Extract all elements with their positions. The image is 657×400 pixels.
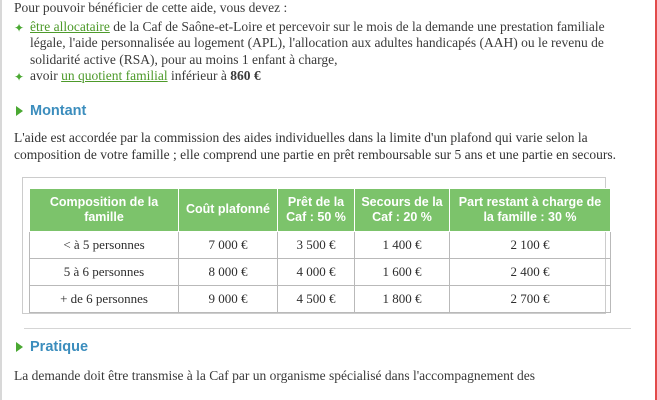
leaf-bullet-icon: ✦ bbox=[14, 20, 25, 35]
table-header-pret: Prêt de la Caf : 50 % bbox=[278, 188, 355, 231]
cell-part-restante: 2 700 € bbox=[450, 285, 611, 312]
aides-table-wrapper bbox=[22, 177, 606, 314]
aides-table bbox=[29, 188, 611, 313]
table-header-secours: Secours de la Caf : 20 % bbox=[355, 188, 450, 231]
triangle-bullet-icon bbox=[16, 106, 23, 116]
cell-part-restante: 2 100 € bbox=[450, 231, 611, 258]
eligibility-bullet-1 bbox=[14, 19, 641, 69]
table-row bbox=[30, 285, 611, 312]
document-content bbox=[2, 0, 655, 384]
cell-cout: 8 000 € bbox=[179, 258, 278, 285]
cell-composition: < à 5 personnes bbox=[30, 231, 179, 258]
cell-composition: 5 à 6 personnes bbox=[30, 258, 179, 285]
table-header-composition: Composition de la famille bbox=[30, 188, 179, 231]
table-header-row bbox=[30, 188, 611, 231]
cell-pret: 4 000 € bbox=[278, 258, 355, 285]
intro-paragraph: Pour pouvoir bénéficier de cette aide, vous devez : bbox=[14, 0, 288, 15]
montant-paragraph: L'aide est accordée par la commission des aides individuelles dans la limite d'un plafond qui varie selon la composition de votre famille ; elle comprend une partie en prêt remboursable sur 5 ans et une partie en secours. bbox=[14, 129, 617, 162]
table-header-part-restante: Part restant à charge de la famille : 30 % bbox=[450, 188, 611, 231]
quotient-mid: inférieur à bbox=[167, 68, 231, 83]
cell-pret: 4 500 € bbox=[278, 285, 355, 312]
section-title-montant bbox=[14, 103, 641, 119]
quotient-familial-link[interactable]: un quotient familial bbox=[61, 68, 168, 83]
cell-secours: 1 400 € bbox=[355, 231, 450, 258]
cell-secours: 1 600 € bbox=[355, 258, 450, 285]
cell-part-restante: 2 400 € bbox=[450, 258, 611, 285]
eligibility-bullet-2 bbox=[14, 68, 641, 85]
section-divider bbox=[24, 328, 631, 329]
section-title-pratique-label: Pratique bbox=[30, 338, 89, 355]
cell-cout: 7 000 € bbox=[179, 231, 278, 258]
allocataire-link[interactable]: être allocataire bbox=[30, 18, 110, 34]
table-header-cout: Coût plafonné bbox=[179, 188, 278, 231]
table-row bbox=[30, 258, 611, 285]
triangle-bullet-icon bbox=[16, 342, 23, 352]
cell-composition: + de 6 personnes bbox=[30, 285, 179, 312]
pratique-paragraph: La demande doit être transmise à la Caf par un organisme spécialisé dans l'accompagnement des bbox=[14, 368, 535, 383]
quotient-prefix: avoir bbox=[30, 68, 62, 83]
table-row bbox=[30, 231, 611, 258]
section-title-montant-label: Montant bbox=[30, 102, 87, 119]
cell-secours: 1 800 € bbox=[355, 285, 450, 312]
leaf-bullet-icon: ✦ bbox=[14, 70, 25, 84]
quotient-amount: 860 € bbox=[230, 68, 261, 83]
cell-pret: 3 500 € bbox=[278, 231, 355, 258]
cell-cout: 9 000 € bbox=[179, 285, 278, 312]
section-title-pratique bbox=[14, 339, 641, 355]
eligibility-bullet-1-text: de la Caf de Saône-et-Loire et percevoir sur le mois de la demande une prestation familiale légale, l'aide personnalisée au logement (APL), l'allocation aux adultes handicapés (AAH) ou le revenu de solidarité active (RSA), pour au moins 1 enfant à charge, bbox=[30, 18, 605, 67]
